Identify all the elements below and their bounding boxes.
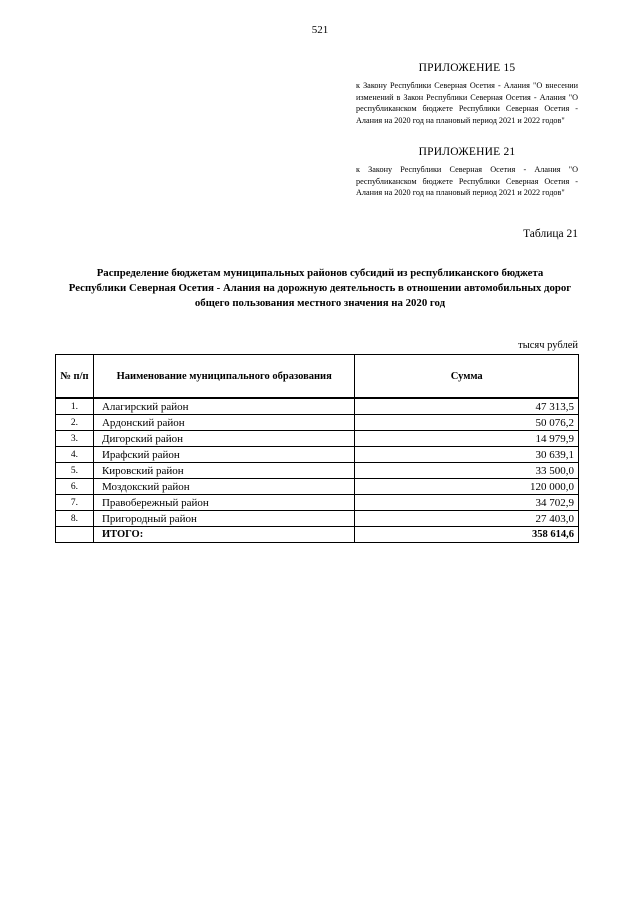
table-row [56,463,579,479]
appendix-15-text: к Закону Республики Северная Осетия - Алания "О внесении изменений в Закон Республики Северная Осетия - Алания "О республиканском бюджете Республики Северная Осетия - Алания на 2020 год на плановый период 2021 и 2022 годов" [356,81,578,125]
appendix-15-title: ПРИЛОЖЕНИЕ 15 [418,62,516,74]
row-number: 4. [56,447,94,463]
page-number: 521 [311,24,329,36]
table-header-row [56,355,579,399]
header-sum: Сумма [355,355,579,399]
header-name: Наименование муниципального образования [93,355,355,399]
row-name: Моздокский район [93,479,355,495]
appendix-21-title: ПРИЛОЖЕНИЕ 21 [418,146,516,158]
row-number: 1. [56,398,94,415]
row-sum: 120 000,0 [355,479,579,495]
row-number: 8. [56,511,94,527]
document-title [60,266,580,311]
row-name: Пригородный район [93,511,355,527]
units-label: тысяч рублей [518,340,578,351]
appendix-21-text: к Закону Республики Северная Осетия - Алания "О республиканском бюджете Республики Северная Осетия - Алания на 2020 год на плановый период 2021 и 2022 годов" [356,165,578,198]
table-row [56,479,579,495]
total-empty-cell [56,527,94,543]
table-row [56,511,579,527]
header-number: № п/п [56,355,94,399]
row-name: Ардонский район [93,415,355,431]
table-row [56,398,579,415]
title-line: Распределение бюджетам муниципальных районов субсидий из республиканского бюджета [96,267,544,279]
row-number: 5. [56,463,94,479]
row-number: 2. [56,415,94,431]
table-row [56,415,579,431]
row-name: Алагирский район [93,398,355,415]
table-row [56,447,579,463]
row-name: Правобережный район [93,495,355,511]
row-name: Ирафский район [93,447,355,463]
row-sum: 27 403,0 [355,511,579,527]
total-label: ИТОГО: [93,527,355,543]
table-row [56,495,579,511]
row-sum: 14 979,9 [355,431,579,447]
subsidy-table [55,354,579,543]
total-row [56,527,579,543]
row-name: Кировский район [93,463,355,479]
title-line: общего пользования местного значения на 2020 год [194,297,446,309]
appendix-15-block [356,62,578,126]
row-sum: 34 702,9 [355,495,579,511]
row-sum: 30 639,1 [355,447,579,463]
appendix-21-block [356,146,578,199]
row-sum: 47 313,5 [355,398,579,415]
row-number: 6. [56,479,94,495]
row-number: 7. [56,495,94,511]
row-number: 3. [56,431,94,447]
table-row [56,431,579,447]
row-name: Дигорский район [93,431,355,447]
total-sum: 358 614,6 [355,527,579,543]
row-sum: 33 500,0 [355,463,579,479]
title-line: Республики Северная Осетия - Алания на дорожную деятельность в отношении автомобильных дорог [68,282,572,294]
row-sum: 50 076,2 [355,415,579,431]
table-number: Таблица 21 [523,228,578,240]
